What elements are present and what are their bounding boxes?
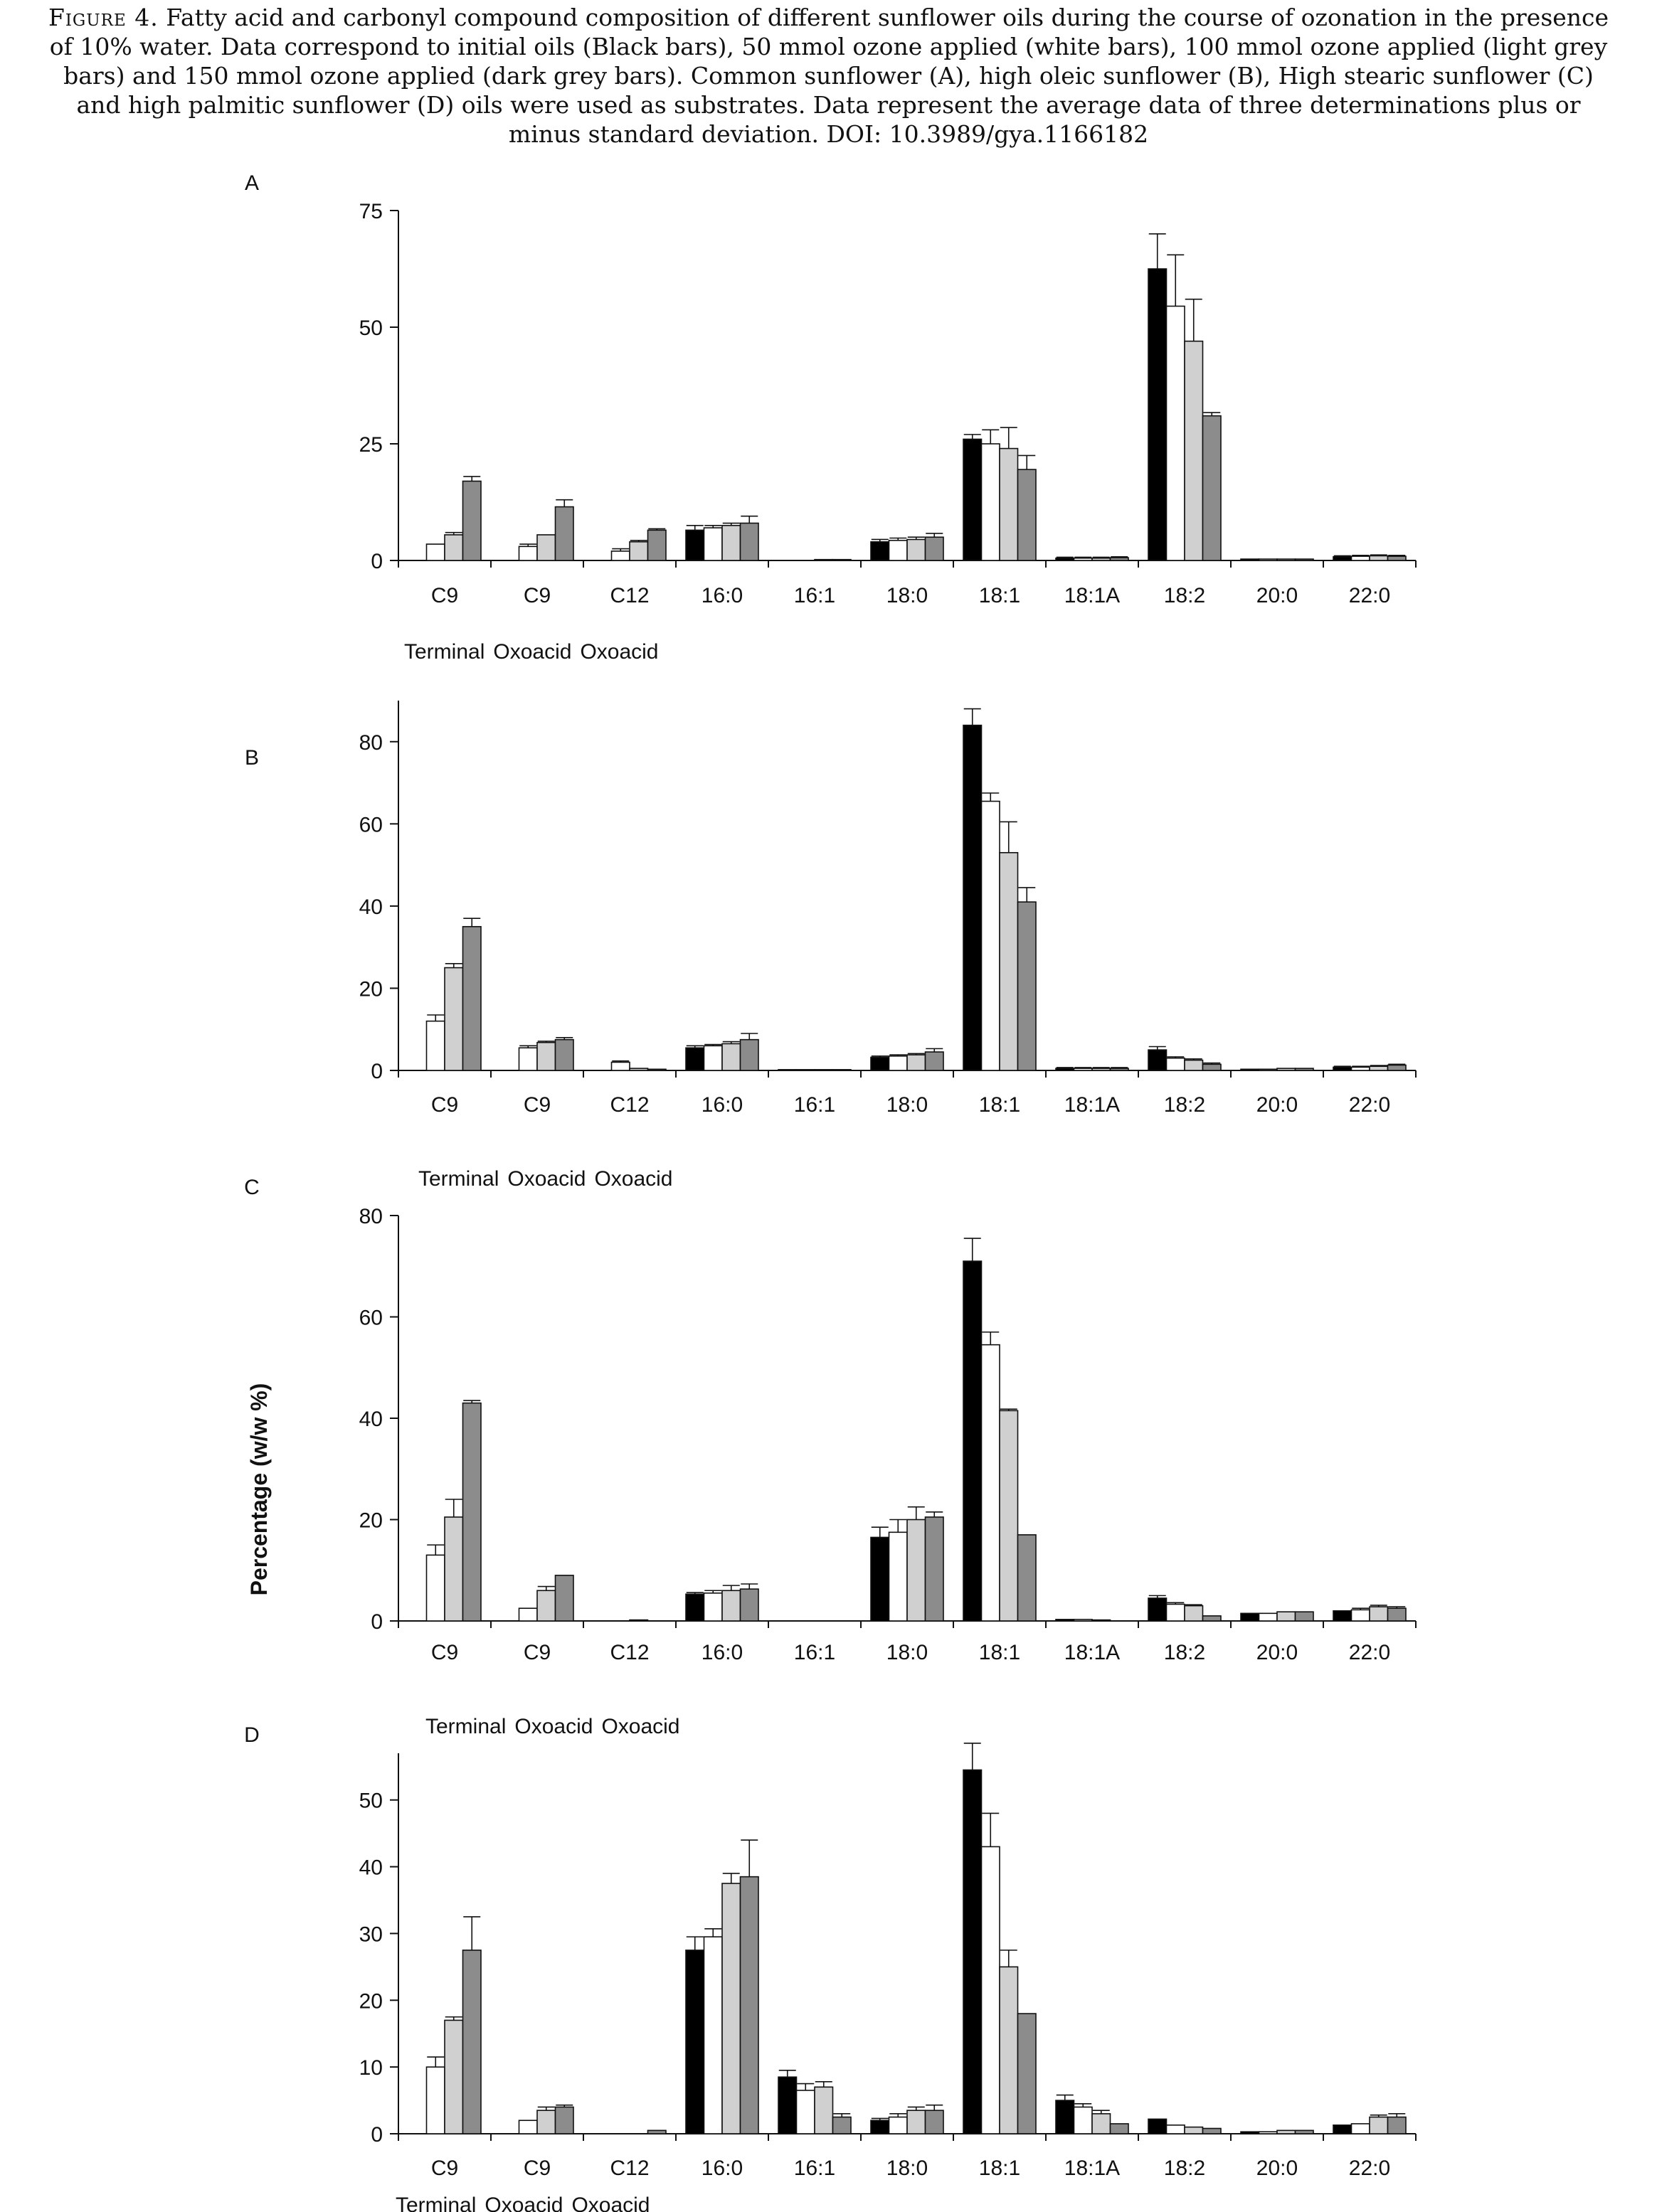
bar-B-s0-c8 [1148, 1050, 1167, 1070]
bar-C-s0-c10 [1333, 1611, 1352, 1621]
x-category-label: 22:0 [1348, 1641, 1391, 1664]
x-category-label: 22:0 [1348, 2157, 1391, 2180]
y-tick-label: 0 [371, 2123, 383, 2147]
bar-B-s2-c1 [537, 1043, 556, 1070]
y-tick-label: 40 [359, 1856, 383, 1880]
x-category-label: 16:1 [793, 2157, 836, 2180]
x-category-label: 20:0 [1256, 2157, 1298, 2180]
y-tick-label: 60 [359, 1306, 383, 1330]
bar-D-s0-c6 [963, 1770, 982, 2134]
bar-D-s3-c5 [926, 2110, 944, 2134]
bar-D-s0-c5 [871, 2120, 889, 2134]
bar-C-s3-c1 [556, 1575, 574, 1621]
bar-B-s3-c9 [1296, 1068, 1314, 1070]
bar-B-s1-c7 [1074, 1068, 1093, 1070]
x-group-label: Terminal [425, 1715, 507, 1738]
bar-B-s1-c6 [982, 802, 1000, 1070]
bar-A-s0-c9 [1241, 559, 1259, 560]
bar-B-s3-c10 [1388, 1065, 1407, 1070]
y-tick-label: 0 [371, 1610, 383, 1634]
x-group-label: Oxoacid [485, 2194, 563, 2212]
x-category-label: 16:1 [793, 1641, 836, 1664]
bar-B-s2-c3 [722, 1043, 741, 1070]
bar-B-s1-c0 [427, 1021, 445, 1070]
x-category-label: 16:1 [793, 1093, 836, 1117]
x-category-label: 18:0 [886, 584, 928, 607]
bar-D-s1-c1 [519, 2120, 538, 2134]
bar-A-s2-c10 [1370, 555, 1388, 560]
bar-A-s0-c5 [871, 542, 889, 560]
bar-D-s1-c5 [889, 2117, 908, 2134]
bar-A-s1-c6 [982, 444, 1000, 560]
bar-D-s3-c8 [1203, 2128, 1222, 2134]
x-category-label: 20:0 [1256, 1093, 1298, 1117]
x-group-label: Oxoacid [571, 2194, 650, 2212]
bar-C-s2-c1 [537, 1590, 556, 1621]
chart-panel-A [245, 171, 1416, 664]
bar-B-s2-c9 [1277, 1068, 1296, 1070]
bar-A-s3-c6 [1018, 469, 1037, 560]
x-category-label: 20:0 [1256, 584, 1298, 607]
bar-D-s2-c0 [445, 2020, 463, 2134]
bar-D-s2-c1 [537, 2110, 556, 2134]
x-group-label: Oxoacid [493, 640, 572, 664]
bar-D-s3-c7 [1111, 2124, 1129, 2134]
bar-B-s3-c0 [463, 927, 482, 1070]
bar-B-s0-c7 [1056, 1068, 1074, 1070]
bar-A-s1-c3 [704, 528, 723, 560]
caption-label: Figure 4. [48, 4, 159, 31]
bar-A-s2-c1 [537, 535, 556, 560]
bar-C-s3-c10 [1388, 1608, 1407, 1621]
x-group-labels [404, 640, 659, 664]
bar-C-s2-c6 [1000, 1410, 1018, 1621]
y-tick-label: 80 [359, 1205, 383, 1228]
bar-B-s0-c9 [1241, 1069, 1259, 1070]
bar-B-s2-c2 [630, 1068, 648, 1070]
x-category-label: 16:0 [701, 2157, 743, 2180]
bar-B-s1-c2 [612, 1062, 630, 1070]
bar-B-s2-c5 [907, 1055, 926, 1070]
y-axis-title: Percentage (w/w %) [246, 1383, 272, 1596]
x-category-label: 18:1A [1064, 2157, 1121, 2180]
bar-C-s3-c9 [1296, 1612, 1314, 1621]
x-category-label: 18:1 [978, 584, 1021, 607]
bar-C-s2-c0 [445, 1517, 463, 1621]
bar-D-s2-c3 [722, 1883, 741, 2134]
x-category-label: 22:0 [1348, 584, 1391, 607]
y-tick-label: 40 [359, 895, 383, 919]
x-category-label: C9 [430, 1093, 459, 1117]
bar-C-s0-c9 [1241, 1613, 1259, 1621]
x-category-label: 18:0 [886, 1641, 928, 1664]
x-category-label: C9 [523, 1093, 551, 1117]
bar-C-s2-c5 [907, 1520, 926, 1622]
x-category-label: 18:1 [978, 1093, 1021, 1117]
bar-B-s3-c6 [1018, 902, 1037, 1070]
bar-C-s2-c9 [1277, 1612, 1296, 1621]
bar-A-s3-c3 [741, 523, 759, 560]
bar-C-s2-c3 [722, 1590, 741, 1621]
y-tick-label: 20 [359, 977, 383, 1001]
x-group-label: Terminal [404, 640, 485, 664]
x-category-label: C12 [610, 1093, 650, 1117]
bar-D-s0-c4 [778, 2077, 797, 2134]
x-group-labels [396, 2194, 650, 2212]
bar-D-s0-c8 [1148, 2119, 1167, 2134]
bar-A-s3-c2 [648, 530, 667, 560]
x-group-labels [418, 1167, 673, 1191]
bar-A-s1-c9 [1259, 559, 1278, 560]
bar-B-s1-c10 [1352, 1067, 1370, 1070]
bar-B-s1-c8 [1167, 1058, 1185, 1070]
bar-C-s0-c8 [1148, 1598, 1167, 1621]
bar-B-s1-c3 [704, 1046, 723, 1070]
bar-D-s0-c10 [1333, 2125, 1352, 2134]
x-category-label: 18:0 [886, 1093, 928, 1117]
y-tick-label: 20 [359, 1989, 383, 2014]
bar-D-s2-c10 [1370, 2117, 1388, 2134]
bar-B-s2-c0 [445, 968, 463, 1070]
chart-panel-D [244, 1723, 1416, 2212]
x-group-label: Oxoacid [580, 640, 659, 664]
bar-A-s2-c3 [722, 526, 741, 560]
x-category-label: 16:0 [701, 1093, 743, 1117]
bar-D-s1-c6 [982, 1846, 1000, 2134]
bar-D-s2-c5 [907, 2110, 926, 2134]
bar-B-s2-c10 [1370, 1066, 1388, 1070]
panel-letter: A [244, 171, 260, 195]
bar-A-s3-c8 [1203, 416, 1222, 560]
bar-A-s1-c2 [612, 551, 630, 560]
bar-C-s0-c5 [871, 1537, 889, 1621]
x-category-label: C9 [523, 584, 551, 607]
bar-D-s1-c7 [1074, 2107, 1093, 2134]
bar-B-s0-c3 [686, 1048, 704, 1070]
y-tick-label: 20 [359, 1509, 383, 1533]
bar-A-s0-c10 [1333, 557, 1352, 560]
x-category-label: 18:1A [1064, 584, 1121, 607]
bar-B-s2-c8 [1185, 1060, 1203, 1070]
bar-A-s3-c0 [463, 481, 482, 560]
bar-B-s2-c6 [1000, 853, 1018, 1070]
bar-C-s1-c8 [1167, 1604, 1185, 1621]
bar-C-s3-c3 [741, 1589, 759, 1621]
bar-D-s2-c6 [1000, 1967, 1018, 2134]
bar-A-s1-c0 [427, 544, 445, 560]
bar-C-s1-c9 [1259, 1613, 1278, 1621]
bar-D-s0-c7 [1056, 2100, 1074, 2134]
bar-C-s1-c7 [1074, 1620, 1093, 1621]
x-category-label: C9 [523, 1641, 551, 1664]
bar-B-s1-c1 [519, 1048, 538, 1070]
x-category-label: 16:1 [793, 584, 836, 607]
chart-panel-B [245, 701, 1416, 1191]
bar-C-s3-c5 [926, 1517, 944, 1621]
bar-A-s0-c3 [686, 530, 704, 560]
bar-A-s0-c6 [963, 439, 982, 560]
y-tick-label: 50 [359, 1789, 383, 1813]
panel-letter: D [244, 1723, 260, 1747]
bar-D-s3-c10 [1388, 2117, 1407, 2134]
bar-A-s1-c7 [1074, 558, 1093, 560]
caption-text: Fatty acid and carbonyl compound composition of different sunflower oils during the course of ozonation in the presence of 10% water. Data correspond to initial oils (Black bars), 50 mmol ozone applied (white bars), 100 mmol ozone applied (light grey bars) and 150 mmol ozone applied (dark grey bars). Common sunflower (A), high oleic sunflower (B), High stearic sunflower (C) and high palmitic sunflower (D) oils were used as substrates. Data represent the average data of three determinations plus or minus standard deviation. DOI: 10.3989/gya.1166182 [49, 4, 1609, 148]
bar-D-s1-c8 [1167, 2125, 1185, 2134]
x-category-label: C12 [610, 1641, 650, 1664]
panel-letter: B [244, 746, 260, 770]
bar-C-s2-c10 [1370, 1607, 1388, 1621]
bar-C-s1-c3 [704, 1593, 723, 1621]
x-category-label: C12 [610, 584, 650, 607]
x-group-label: Terminal [396, 2194, 477, 2212]
x-category-label: 18:2 [1163, 584, 1206, 607]
bar-D-s1-c0 [427, 2067, 445, 2134]
x-category-label: C12 [610, 2157, 650, 2180]
x-category-label: 18:1 [978, 1641, 1021, 1664]
bar-B-s3-c8 [1203, 1064, 1222, 1070]
bar-D-s3-c0 [463, 1950, 482, 2134]
bar-C-s1-c10 [1352, 1610, 1370, 1621]
bar-A-s2-c0 [445, 535, 463, 560]
y-tick-label: 75 [359, 200, 383, 223]
bar-C-s2-c8 [1185, 1606, 1203, 1621]
bar-B-s3-c7 [1111, 1068, 1129, 1070]
panel-letter: C [244, 1176, 260, 1199]
bar-C-s0-c7 [1056, 1620, 1074, 1621]
y-tick-label: 0 [371, 550, 383, 573]
bar-A-s2-c5 [907, 539, 926, 560]
x-category-label: C9 [430, 1641, 459, 1664]
bar-B-s0-c5 [871, 1058, 889, 1070]
bar-D-s3-c2 [648, 2130, 667, 2134]
bar-C-s3-c6 [1018, 1535, 1037, 1621]
x-group-label: Oxoacid [514, 1715, 593, 1738]
bar-A-s3-c9 [1296, 559, 1314, 560]
bar-B-s3-c3 [741, 1040, 759, 1070]
bar-D-s3-c1 [556, 2107, 574, 2134]
bar-C-s0-c3 [686, 1594, 704, 1621]
bar-A-s0-c7 [1056, 558, 1074, 560]
bar-A-s3-c7 [1111, 558, 1129, 560]
x-category-label: 18:1A [1064, 1641, 1121, 1664]
y-tick-label: 80 [359, 730, 383, 755]
x-category-label: 18:2 [1163, 2157, 1206, 2180]
bar-A-s2-c2 [630, 542, 648, 560]
bar-C-s3-c8 [1203, 1616, 1222, 1621]
bar-A-s3-c1 [556, 507, 574, 560]
y-tick-label: 60 [359, 813, 383, 837]
bar-D-s1-c4 [797, 2090, 815, 2134]
bar-B-s0-c10 [1333, 1067, 1352, 1070]
y-tick-label: 30 [359, 1923, 383, 1947]
bar-A-s2-c6 [1000, 449, 1018, 560]
bar-A-s1-c1 [519, 546, 538, 560]
bar-D-s0-c9 [1241, 2132, 1259, 2134]
x-group-label: Oxoacid [601, 1715, 680, 1738]
bar-D-s2-c8 [1185, 2127, 1203, 2134]
bar-C-s1-c5 [889, 1532, 908, 1621]
bar-A-s3-c10 [1388, 556, 1407, 560]
bar-A-s2-c9 [1277, 559, 1296, 560]
bar-B-s0-c6 [963, 725, 982, 1070]
bar-D-s2-c9 [1277, 2130, 1296, 2134]
y-tick-label: 50 [359, 317, 383, 340]
x-category-label: C9 [523, 2157, 551, 2180]
chart-panel-C [244, 1176, 1416, 1738]
x-category-label: 18:2 [1163, 1093, 1206, 1117]
bar-A-s3-c5 [926, 537, 944, 560]
bar-D-s3-c4 [833, 2117, 852, 2134]
bar-A-s1-c10 [1352, 556, 1370, 560]
x-category-label: 18:2 [1163, 1641, 1206, 1664]
bar-B-s3-c5 [926, 1052, 944, 1070]
bar-C-s1-c6 [982, 1345, 1000, 1621]
y-tick-label: 10 [359, 2056, 383, 2080]
bar-D-s1-c3 [704, 1937, 723, 2134]
bar-C-s0-c6 [963, 1261, 982, 1621]
bar-A-s1-c8 [1167, 306, 1185, 560]
bar-B-s1-c9 [1259, 1069, 1278, 1070]
bar-A-s0-c8 [1148, 269, 1167, 560]
bar-B-s3-c1 [556, 1040, 574, 1070]
x-category-label: 18:0 [886, 2157, 928, 2180]
x-group-labels [425, 1715, 680, 1738]
bar-C-s2-c7 [1092, 1620, 1111, 1621]
x-group-label: Oxoacid [507, 1167, 586, 1191]
bar-D-s1-c10 [1352, 2124, 1370, 2134]
x-group-label: Terminal [418, 1167, 499, 1191]
bar-C-s3-c0 [463, 1403, 482, 1621]
bar-B-s3-c2 [648, 1069, 667, 1070]
bar-C-s2-c2 [630, 1620, 648, 1621]
x-category-label: C9 [430, 584, 459, 607]
x-category-label: 22:0 [1348, 1093, 1391, 1117]
bar-D-s2-c7 [1092, 2114, 1111, 2134]
bar-A-s2-c7 [1092, 558, 1111, 560]
x-category-label: 18:1 [978, 2157, 1021, 2180]
x-category-label: 16:0 [701, 584, 743, 607]
x-category-label: 20:0 [1256, 1641, 1298, 1664]
bar-D-s1-c9 [1259, 2132, 1278, 2134]
y-tick-label: 0 [371, 1060, 383, 1083]
x-group-label: Oxoacid [594, 1167, 673, 1191]
x-category-label: C9 [430, 2157, 459, 2180]
bar-A-s2-c8 [1185, 341, 1203, 560]
bar-D-s0-c3 [686, 1950, 704, 2134]
bar-D-s3-c6 [1018, 2014, 1037, 2134]
bar-B-s2-c7 [1092, 1068, 1111, 1070]
x-category-label: 16:0 [701, 1641, 743, 1664]
bar-D-s3-c9 [1296, 2130, 1314, 2134]
bar-C-s1-c0 [427, 1555, 445, 1621]
bar-B-s1-c5 [889, 1056, 908, 1070]
x-category-label: 18:1A [1064, 1093, 1121, 1117]
bar-D-s2-c4 [815, 2087, 833, 2134]
bar-C-s1-c1 [519, 1608, 538, 1621]
y-tick-label: 25 [359, 433, 383, 457]
bar-D-s3-c3 [741, 1877, 759, 2134]
y-tick-label: 40 [359, 1408, 383, 1431]
bar-A-s1-c5 [889, 541, 908, 560]
